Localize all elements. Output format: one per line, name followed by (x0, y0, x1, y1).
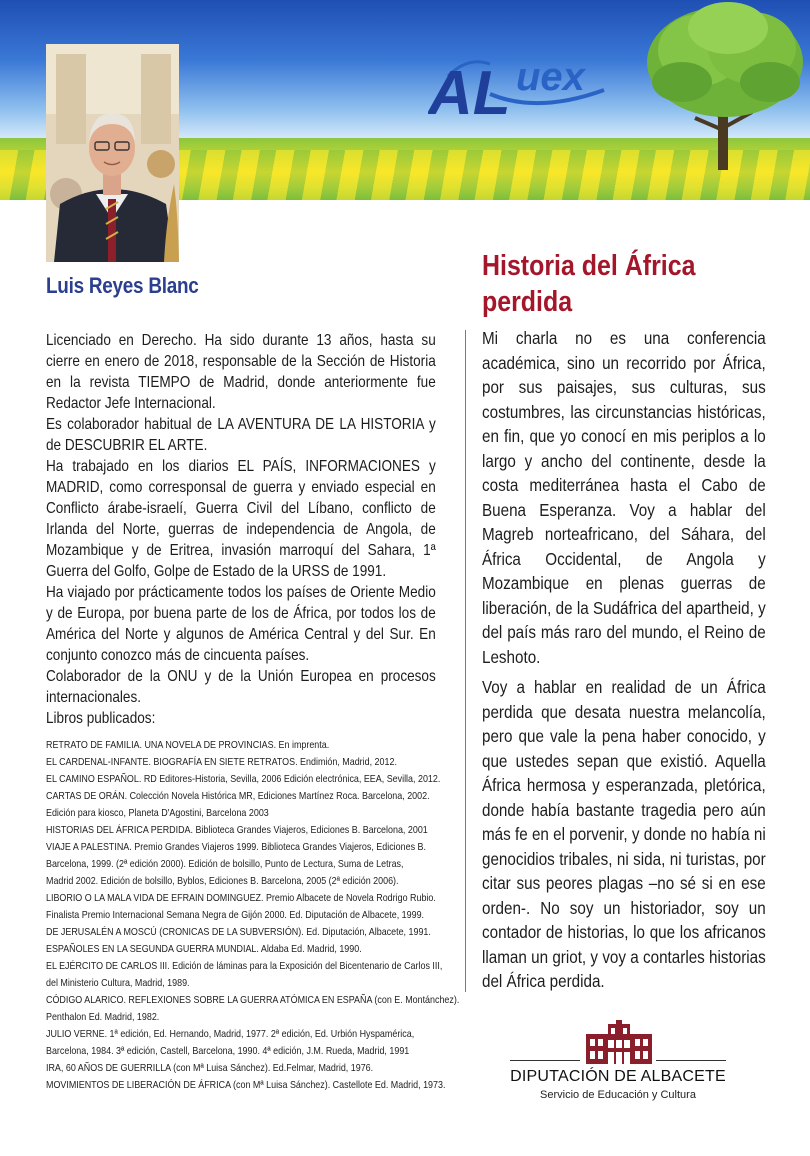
books-list (46, 737, 476, 1094)
aluex-logo (428, 42, 648, 137)
talk-paragraph: Mi charla no es una conferencia académica, sino un recorrido por África, por sus paisajes, sus culturas, sus costumbres, las circunstancias históricas, en fin, que yo conocí en mis periplos a lo largo y ancho del continente, desde la costa mediterránea hasta el Cabo de Buena Esperanza. Voy a hablar del Magreb norteafricano, del Sáhara, del África Occidental, de Angola y Mozambique en plenas guerras de liberación, de la Sudáfrica del apartheid, y del país más raro del mundo, el Reino de Leshoto. (482, 328, 766, 667)
talk-title: Historia del África perdida (482, 250, 696, 318)
column-divider (465, 330, 466, 992)
svg-text:AL: AL (428, 59, 511, 128)
book-item: Finalista Premio Internacional Semana Negra de Gijón 2000. Ed. Diputación de Albacete, 1999. (46, 910, 425, 921)
book-item: RETRATO DE FAMILIA. UNA NOVELA DE PROVINCIAS. En imprenta. (46, 740, 330, 751)
book-item: ESPAÑOLES EN LA SEGUNDA GUERRA MUNDIAL. Aldaba Ed. Madrid, 1990. (46, 944, 362, 955)
bio-paragraph: Colaborador de la ONU y de la Unión Europea en procesos internacionales. (46, 668, 436, 706)
book-item: MOVIMIENTOS DE LIBERACIÓN DE ÁFRICA (con Mª Luisa Sánchez). Castellote Ed. Madrid, 1973. (46, 1080, 446, 1091)
tree-illustration (640, 0, 810, 180)
book-item: CÓDIGO ALARICO. REFLEXIONES SOBRE LA GUERRA ATÓMICA EN ESPAÑA (con E. Montánchez). (46, 995, 460, 1006)
bio-paragraph: Es colaborador habitual de LA AVENTURA DE LA HISTORIA y de DESCUBRIR EL ARTE. (46, 416, 436, 454)
book-item: DE JERUSALÉN A MOSCÚ (CRONICAS DE LA SUBVERSIÓN). Ed. Diputación, Albacete, 1991. (46, 927, 431, 938)
book-item: Barcelona, 1984. 3ª edición, Castell, Barcelona, 1990. 4ª edición, J.M. Rueda, Madrid, 1991 (46, 1046, 410, 1057)
footer-rule-right (656, 1060, 726, 1061)
book-item: Barcelona, 1999. (2ª edición 2000). Edición de bolsillo, Punto de Lectura, Suma de Letras, (46, 859, 404, 870)
book-item: EL EJÉRCITO DE CARLOS III. Edición de láminas para la Exposición del Bicentenario de Carlos III, (46, 961, 443, 972)
book-item: IRA, 60 AÑOS DE GUERRILLA (con Mª Luisa Sánchez). Ed.Felmar, Madrid, 1976. (46, 1063, 374, 1074)
institution-footer (510, 1020, 726, 1110)
talk-paragraph: Voy a hablar en realidad de un África perdida que desata nuestra melancolía, pero que vale la pena haber conocido, y que ustedes sepan que existió. Aquella África hermosa y esperanzada, pletórica, donde había bastante tragedia pero aún más fe en el porvenir, y donde no había ni genocidios tribales, ni sida, ni turistas, por citar sus peores plagas –no sé si en ese orden-. No soy un historiador, soy un contador de historias, lo que los africanos llaman un griot, y voy a contarles historias del África perdida. (482, 677, 766, 991)
diputacion-building-icon (586, 1020, 652, 1064)
bio-paragraph: Licenciado en Derecho. Ha sido durante 13 años, hasta su cierre en enero de 2018, responsable de la Sección de Historia en la revista TIEMPO de Madrid, donde anteriormente fue Redactor Jefe Internacional. (46, 332, 436, 412)
talk-description (482, 326, 766, 994)
book-item: del Ministerio Cultura, Madrid, 1989. (46, 978, 190, 989)
svg-text:uex: uex (516, 55, 585, 99)
bio-paragraph: Ha trabajado en los diarios EL PAÍS, INFORMACIONES y MADRID, como corresponsal de guerra y enviado especial en Conflicto árabe-israelí, Guerra Civil del Líbano, conflicto de Irlanda del Norte, guerras de independencia de Angola, de Mozambique y de Eritrea, invasión marroquí del Sahara, 1ª Guerra del Golfo, Golpe de Estado de la URSS de 1991. (46, 458, 436, 580)
book-item: CARTAS DE ORÁN. Colección Novela Histórica MR, Ediciones Martínez Roca. Barcelona, 2002. (46, 791, 430, 802)
author-photo (46, 44, 179, 262)
book-item: HISTORIAS DEL ÁFRICA PERDIDA. Biblioteca Grandes Viajeros, Ediciones B. Barcelona, 2001 (46, 825, 428, 836)
bio-paragraph: Ha viajado por prácticamente todos los países de Oriente Medio y de Europa, por buena parte de los de África, por todos los de América del Norte y algunos de América Central y del Sur. En conjunto conozco más de cincuenta países. (46, 584, 436, 664)
book-item: EL CAMINO ESPAÑOL. RD Editores-Historia, Sevilla, 2006 Edición electrónica, EEA, Sevilla, 2012. (46, 774, 441, 785)
book-item: LIBORIO O LA MALA VIDA DE EFRAIN DOMINGUEZ. Premio Albacete de Novela Rodrigo Rubio. (46, 893, 436, 904)
footer-rule-left (510, 1060, 580, 1061)
book-item: EL CARDENAL-INFANTE. BIOGRAFÍA EN SIETE RETRATOS. Endimión, Madrid, 2012. (46, 757, 397, 768)
book-item: JULIO VERNE. 1ª edición, Ed. Hernando, Madrid, 1977. 2ª edición, Ed. Urbión Hyspamérica, (46, 1029, 415, 1040)
book-item: Penthalon Ed. Madrid, 1982. (46, 1012, 160, 1023)
book-item: VIAJE A PALESTINA. Premio Grandes Viajeros 1999. Biblioteca Grandes Viajeros, Ediciones B. (46, 842, 426, 853)
book-item: Edición para kiosco, Planeta D'Agostini, Barcelona 2003 (46, 808, 269, 819)
department-name: Servicio de Educación y Cultura (540, 1089, 696, 1101)
author-bio (46, 330, 476, 729)
author-name: Luis Reyes Blanc (46, 273, 199, 298)
book-item: Madrid 2002. Edición de bolsillo, Byblos, Ediciones B. Barcelona, 2005 (2ª edición 2006). (46, 876, 399, 887)
books-heading: Libros publicados: (46, 710, 156, 727)
organization-name: DIPUTACIÓN DE ALBACETE (510, 1068, 726, 1085)
